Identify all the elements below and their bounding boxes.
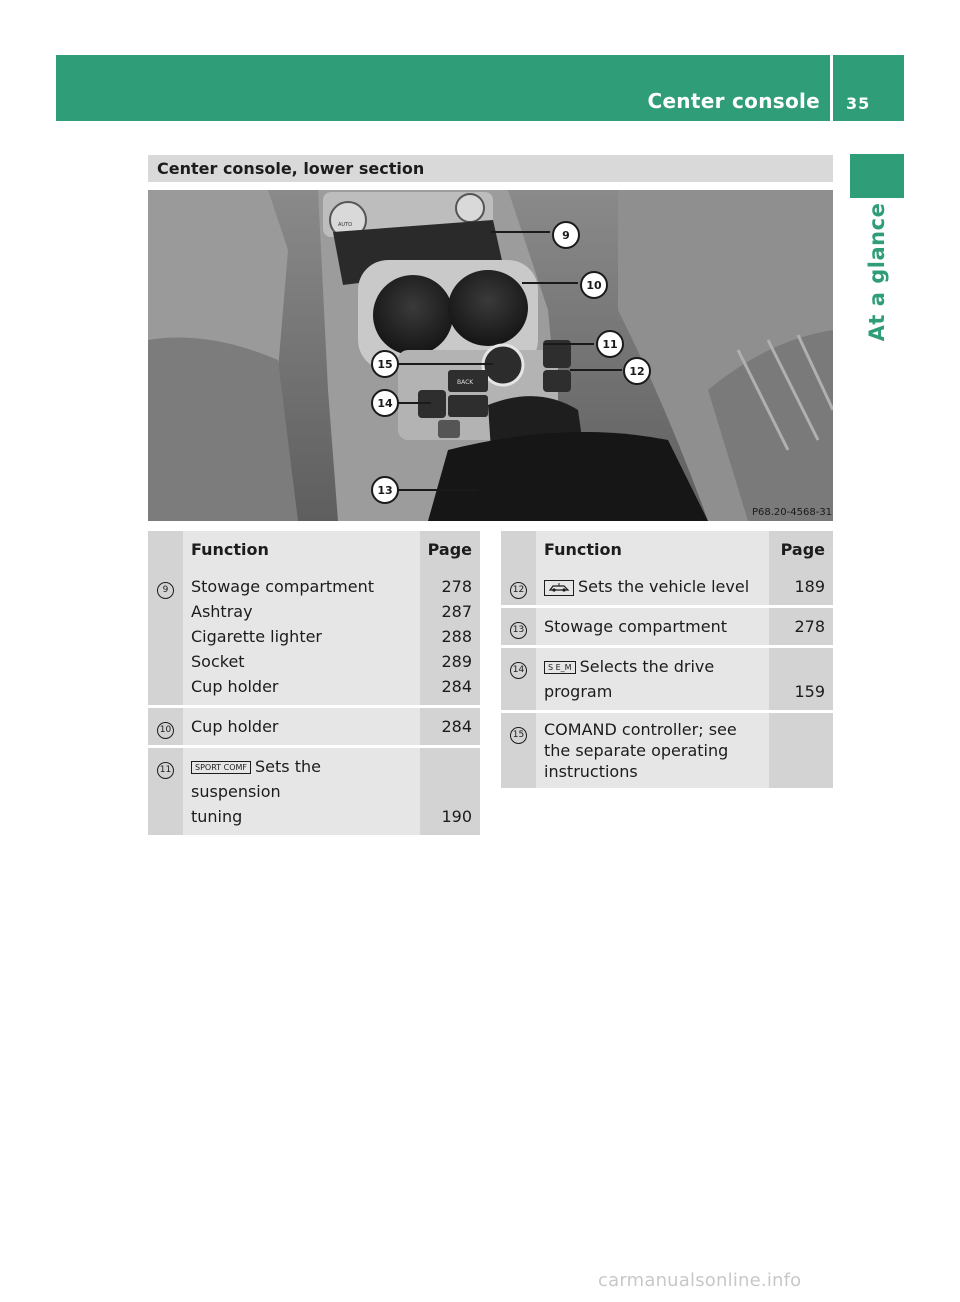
key-badge: 15 xyxy=(510,727,527,744)
table-row xyxy=(501,719,833,782)
table-row xyxy=(148,574,480,599)
vehicle-level-icon xyxy=(544,580,574,596)
page-cell: 287 xyxy=(420,599,480,624)
left-function-table xyxy=(148,531,480,835)
page-cell: 278 xyxy=(420,574,480,599)
section-title: Center console, lower section xyxy=(148,155,833,182)
table-row xyxy=(148,649,480,674)
page-cell: 278 xyxy=(769,614,833,639)
right-function-table xyxy=(501,531,833,788)
page-cell: 284 xyxy=(420,714,480,739)
callout-13 xyxy=(372,477,398,503)
table-row xyxy=(148,599,480,624)
callout-14 xyxy=(372,390,398,416)
table-row xyxy=(148,624,480,649)
callout-12 xyxy=(624,358,650,384)
function-cell: Cup holder xyxy=(183,714,420,739)
function-cell: COMAND controller; see the separate operating instructions xyxy=(536,719,769,782)
side-tab xyxy=(850,154,904,198)
page-cell xyxy=(769,719,833,782)
page-cell: 289 xyxy=(420,649,480,674)
sport-comf-icon: SPORT COMF xyxy=(191,761,251,774)
function-cell: Socket xyxy=(183,649,420,674)
function-cell: S E_M Selects the drive program xyxy=(536,654,769,704)
figure-code: P68.20-4568-31 xyxy=(752,507,833,518)
svg-text:9: 9 xyxy=(562,229,570,242)
callout-9 xyxy=(553,222,579,248)
key-badge: 13 xyxy=(510,622,527,639)
function-cell: Cigarette lighter xyxy=(183,624,420,649)
callout-15 xyxy=(372,351,398,377)
header-title: Center console xyxy=(647,89,820,113)
header-bar xyxy=(56,55,904,121)
key-badge: 9 xyxy=(157,582,174,599)
drive-program-icon: S E_M xyxy=(544,661,576,674)
key-badge: 10 xyxy=(157,722,174,739)
svg-text:14: 14 xyxy=(377,397,393,410)
table-row xyxy=(501,574,833,599)
page-cell: 189 xyxy=(769,574,833,599)
function-cell: Stowage compartment xyxy=(183,574,420,599)
page-cell: 190 xyxy=(420,754,480,829)
table-header-row xyxy=(148,531,480,568)
page-cell: 159 xyxy=(769,654,833,704)
page-header: Page xyxy=(420,531,480,568)
center-console-photo xyxy=(148,190,833,521)
svg-text:12: 12 xyxy=(629,365,645,378)
table-row xyxy=(148,674,480,699)
watermark: carmanualsonline.info xyxy=(598,1270,802,1291)
key-badge: 14 xyxy=(510,662,527,679)
page-header: Page xyxy=(769,531,833,568)
table-row xyxy=(501,654,833,704)
callout-10 xyxy=(581,272,607,298)
key-badge: 11 xyxy=(157,762,174,779)
function-cell: Cup holder xyxy=(183,674,420,699)
page-cell: 284 xyxy=(420,674,480,699)
key-badge: 12 xyxy=(510,582,527,599)
page-cell: 288 xyxy=(420,624,480,649)
function-header: Function xyxy=(536,531,769,568)
function-cell: Stowage compartment xyxy=(536,614,769,639)
function-header: Function xyxy=(183,531,420,568)
function-cell: Sets the vehicle level xyxy=(536,574,769,599)
function-cell: Ashtray xyxy=(183,599,420,624)
svg-text:10: 10 xyxy=(586,279,602,292)
table-header-row xyxy=(501,531,833,568)
page-number: 35 xyxy=(846,94,871,113)
callout-11 xyxy=(597,331,623,357)
table-row xyxy=(148,754,480,829)
svg-text:13: 13 xyxy=(377,484,393,497)
function-cell: SPORT COMF Sets the suspension tuning xyxy=(183,754,420,829)
back-button-label: BACK xyxy=(457,379,474,386)
svg-text:11: 11 xyxy=(602,338,618,351)
auto-button-label: AUTO xyxy=(338,222,353,228)
side-tab-label: At a glance xyxy=(865,202,889,342)
table-row xyxy=(148,714,480,739)
svg-text:15: 15 xyxy=(377,358,393,371)
header-divider xyxy=(830,55,833,121)
table-row xyxy=(501,614,833,639)
